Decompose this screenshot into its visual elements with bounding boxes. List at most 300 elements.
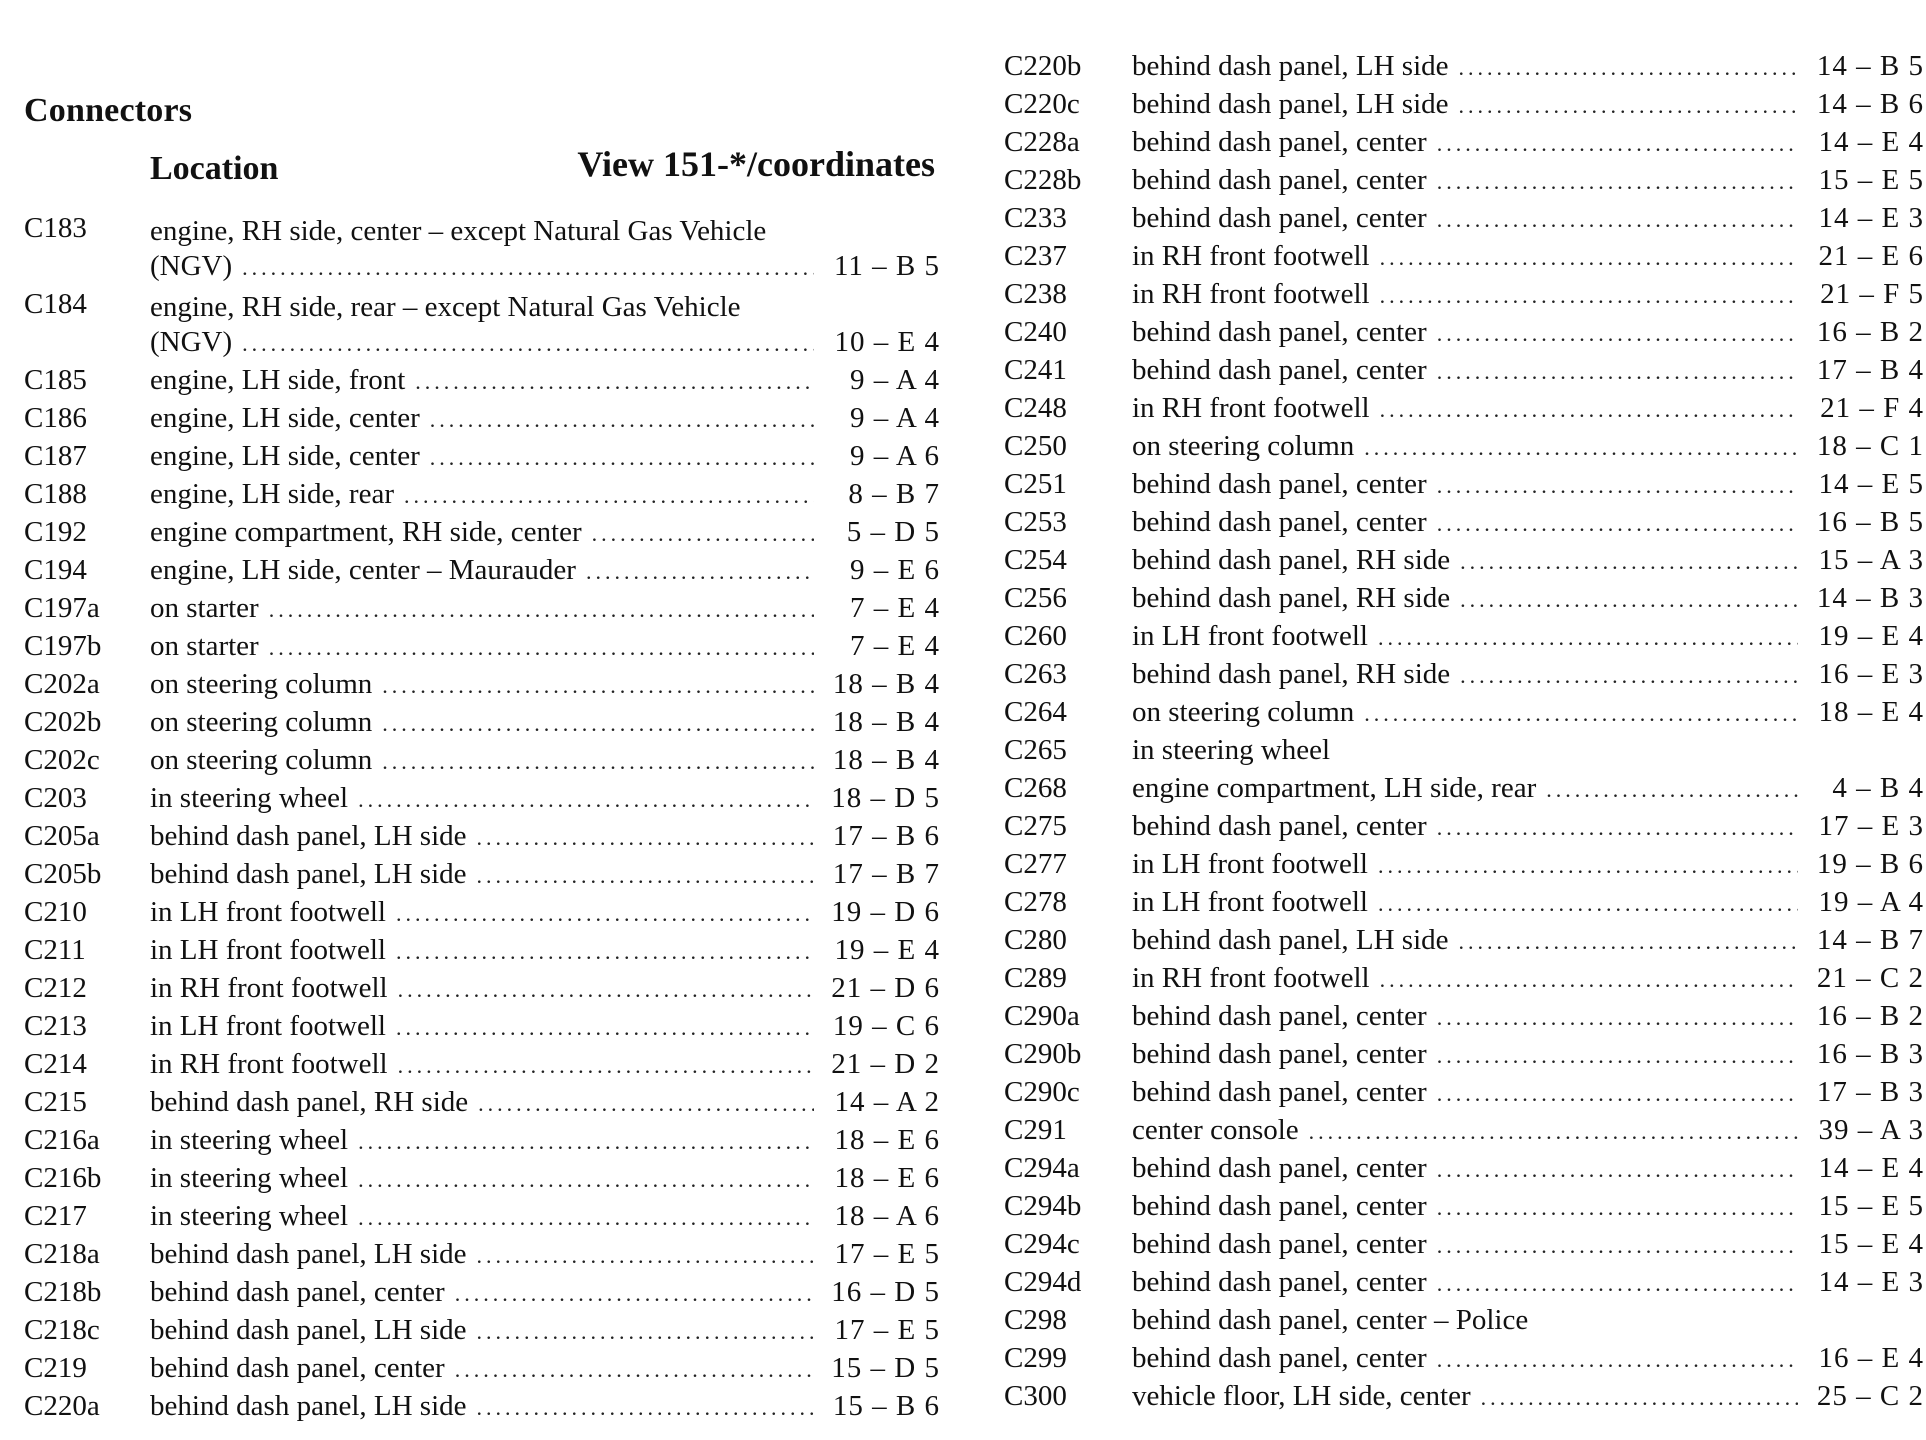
coordinates: 16 – B 2 [1816, 316, 1924, 348]
dot-leader [1378, 891, 1798, 917]
location-text: in steering wheel [150, 1124, 349, 1156]
connector-id: C216a [24, 1124, 100, 1156]
coordinates: 16 – E 4 [1818, 1342, 1924, 1374]
table-row [1004, 582, 1924, 620]
table-row [1004, 240, 1924, 278]
location-cell [150, 1048, 820, 1081]
location-cell [150, 782, 820, 815]
dot-leader [1378, 625, 1798, 651]
connector-id: C277 [1004, 848, 1067, 880]
table-row [1004, 468, 1924, 506]
location-text: behind dash panel, center [1132, 468, 1427, 500]
location-cell [1132, 430, 1804, 463]
location-cell [1132, 658, 1804, 691]
location-text: behind dash panel, center [1132, 1152, 1427, 1184]
table-row [1004, 1076, 1924, 1114]
table-row [1004, 734, 1924, 772]
coordinates: 17 – B 3 [1816, 1076, 1924, 1108]
dot-leader [1380, 397, 1798, 423]
coordinates: 18 – D 5 [831, 782, 940, 814]
coordinates: 16 – D 5 [831, 1276, 940, 1308]
coordinates: 18 – A 6 [834, 1200, 940, 1232]
coordinates: 18 – E 6 [834, 1162, 940, 1194]
connector-id: C220a [24, 1390, 100, 1422]
dot-leader [430, 445, 814, 471]
location-cell [150, 1124, 820, 1157]
connector-id: C220c [1004, 88, 1080, 120]
connector-id: C202a [24, 668, 100, 700]
location-cell [1132, 1000, 1804, 1033]
connector-id: C187 [24, 440, 87, 472]
location-text: on starter [150, 630, 259, 662]
location-line-2: (NGV) [150, 250, 233, 282]
connector-id: C251 [1004, 468, 1067, 500]
coordinates: 18 – E 6 [834, 1124, 940, 1156]
table-row [24, 668, 940, 706]
connector-id: C202c [24, 744, 100, 776]
connector-id: C194 [24, 554, 87, 586]
table-row [1004, 164, 1924, 202]
connector-id: C300 [1004, 1380, 1067, 1412]
dot-leader [358, 1129, 814, 1155]
coordinates: 17 – E 5 [834, 1314, 940, 1346]
location-cell [1132, 1190, 1804, 1223]
location-text: in LH front footwell [150, 896, 386, 928]
coordinates: 15 – B 6 [832, 1390, 940, 1422]
location-text: behind dash panel, center – Police [1132, 1304, 1529, 1336]
dot-leader [1380, 283, 1798, 309]
dot-leader [1437, 1081, 1798, 1107]
location-cell [150, 478, 820, 511]
connector-id: C294d [1004, 1266, 1082, 1298]
dot-leader [1437, 1157, 1798, 1183]
coordinates: 18 – B 4 [832, 744, 940, 776]
table-row [24, 1352, 940, 1390]
coordinates: 15 – E 5 [1818, 164, 1924, 196]
location-cell [1132, 126, 1804, 159]
location-text: in RH front footwell [1132, 962, 1370, 994]
location-text: center console [1132, 1114, 1299, 1146]
location-text: vehicle floor, LH side, center [1132, 1380, 1471, 1412]
coordinates: 14 – E 4 [1818, 1152, 1924, 1184]
table-row [1004, 924, 1924, 962]
table-row [1004, 544, 1924, 582]
connector-id: C260 [1004, 620, 1067, 652]
dot-leader [477, 825, 814, 851]
connector-id: C264 [1004, 696, 1067, 728]
location-cell [150, 1352, 820, 1385]
dot-leader [1437, 321, 1798, 347]
location-cell [1132, 1380, 1804, 1413]
connector-id: C218a [24, 1238, 100, 1270]
location-text: behind dash panel, center [1132, 354, 1427, 386]
connector-id: C192 [24, 516, 87, 548]
location-cell [150, 706, 820, 739]
location-cell [150, 1162, 820, 1195]
dot-leader [1380, 245, 1798, 271]
location-cell [1132, 1228, 1804, 1261]
dot-leader [269, 635, 814, 661]
coordinates: 14 – E 5 [1818, 468, 1924, 500]
location-cell [1132, 1114, 1804, 1147]
connector-id: C219 [24, 1352, 87, 1384]
location-text: behind dash panel, center [1132, 506, 1427, 538]
dot-leader [382, 711, 814, 737]
connector-id: C186 [24, 402, 87, 434]
location-cell [150, 402, 820, 435]
dot-leader [1437, 1271, 1798, 1297]
coordinates: 19 – B 6 [1816, 848, 1924, 880]
connector-id: C205a [24, 820, 100, 852]
table-row [1004, 1304, 1924, 1342]
connector-id: C280 [1004, 924, 1067, 956]
table-row [1004, 1190, 1924, 1228]
location-cell [1132, 202, 1804, 235]
location-cell [150, 934, 820, 967]
location-text: behind dash panel, LH side [1132, 88, 1449, 120]
table-row [24, 478, 940, 516]
table-row [24, 364, 940, 402]
dot-leader [477, 863, 814, 889]
dot-leader [242, 331, 814, 357]
coordinates: 19 – E 4 [834, 934, 940, 966]
location-text: behind dash panel, LH side [150, 1390, 467, 1422]
dot-leader [1437, 1347, 1798, 1373]
location-text: behind dash panel, center [1132, 1000, 1427, 1032]
coordinates: 15 – A 3 [1818, 544, 1924, 576]
table-row [24, 972, 940, 1010]
table-row [1004, 772, 1924, 810]
connector-id: C202b [24, 706, 102, 738]
coordinates: 14 – E 3 [1818, 1266, 1924, 1298]
location-cell [150, 1390, 820, 1423]
location-text: behind dash panel, center [1132, 1190, 1427, 1222]
location-line-1: engine, RH side, center – except Natural Gas Vehicle [150, 215, 767, 247]
table-row [1004, 620, 1924, 658]
table-row [24, 706, 940, 744]
dot-leader [415, 369, 814, 395]
location-cell [150, 668, 820, 701]
location-line-2-row [150, 326, 940, 364]
dot-leader [1546, 777, 1798, 803]
dot-leader [1437, 1233, 1798, 1259]
table-row [24, 1314, 940, 1352]
table-row [24, 1162, 940, 1200]
dot-leader [1437, 1005, 1798, 1031]
connector-id: C211 [24, 934, 86, 966]
table-row [24, 1276, 940, 1314]
table-row [24, 554, 940, 592]
location-cell [1132, 848, 1804, 881]
location-cell [150, 1086, 820, 1119]
connector-id: C197a [24, 592, 100, 624]
location-text: behind dash panel, center [1132, 810, 1427, 842]
location-text: in RH front footwell [1132, 278, 1370, 310]
dot-leader [1378, 853, 1798, 879]
location-cell [150, 1314, 820, 1347]
location-text: in RH front footwell [150, 972, 388, 1004]
connector-id: C213 [24, 1010, 87, 1042]
location-cell [1132, 1038, 1804, 1071]
dot-leader [1437, 1043, 1798, 1069]
location-cell [1132, 734, 1804, 767]
connector-id: C241 [1004, 354, 1067, 386]
dot-leader [1481, 1385, 1798, 1411]
dot-leader [592, 521, 814, 547]
coordinates: 18 – B 4 [832, 668, 940, 700]
location-text: on starter [150, 592, 259, 624]
location-text: behind dash panel, LH side [150, 1314, 467, 1346]
table-row [24, 1238, 940, 1276]
location-cell [150, 1200, 820, 1233]
left-connector-list [24, 212, 940, 1428]
table-row [24, 1200, 940, 1238]
connector-id: C299 [1004, 1342, 1067, 1374]
dot-leader [1437, 207, 1798, 233]
table-row [1004, 506, 1924, 544]
location-cell [150, 592, 820, 625]
table-row [24, 896, 940, 934]
location-cell [150, 896, 820, 929]
table-row [24, 592, 940, 630]
coordinates: 18 – E 4 [1818, 696, 1924, 728]
location-text: in steering wheel [1132, 734, 1331, 766]
location-cell [1132, 696, 1804, 729]
coordinates: 5 – D 5 [846, 516, 940, 548]
connector-id: C220b [1004, 50, 1082, 82]
table-row [1004, 1000, 1924, 1038]
dot-leader [382, 749, 814, 775]
location-text: behind dash panel, LH side [150, 820, 467, 852]
connector-id: C294c [1004, 1228, 1080, 1260]
connector-id: C289 [1004, 962, 1067, 994]
dot-leader [1364, 701, 1798, 727]
location-text: engine, LH side, center [150, 402, 420, 434]
location-text: on steering column [150, 706, 373, 738]
dot-leader [586, 559, 814, 585]
dot-leader [396, 1015, 814, 1041]
location-cell [1132, 506, 1804, 539]
connector-id: C256 [1004, 582, 1067, 614]
connector-id: C237 [1004, 240, 1067, 272]
coordinates: 17 – B 6 [832, 820, 940, 852]
dot-leader [1460, 549, 1798, 575]
dot-leader [1437, 169, 1798, 195]
dot-leader [398, 1053, 814, 1079]
coordinates: 18 – B 4 [832, 706, 940, 738]
location-cell [150, 630, 820, 663]
connector-id: C203 [24, 782, 87, 814]
location-cell [150, 1010, 820, 1043]
connector-id: C214 [24, 1048, 87, 1080]
coordinates: 21 – E 6 [1818, 240, 1924, 272]
location-text: behind dash panel, RH side [1132, 544, 1451, 576]
coordinates: 14 – E 3 [1818, 202, 1924, 234]
connector-id: C275 [1004, 810, 1067, 842]
location-cell [1132, 620, 1804, 653]
dot-leader [430, 407, 814, 433]
location-text: behind dash panel, LH side [150, 1238, 467, 1270]
location-cell [1132, 1266, 1804, 1299]
coordinates: 7 – E 4 [850, 592, 940, 624]
table-row [1004, 1114, 1924, 1152]
table-row [1004, 696, 1924, 734]
location-text: engine, LH side, center – Maurauder [150, 554, 576, 586]
location-cell [150, 440, 820, 473]
location-cell [1132, 886, 1804, 919]
location-text: behind dash panel, RH side [1132, 582, 1451, 614]
connector-id: C218b [24, 1276, 102, 1308]
page-title: Connectors [24, 92, 193, 129]
connector-id: C233 [1004, 202, 1067, 234]
table-row [1004, 810, 1924, 848]
dot-leader [396, 901, 814, 927]
coordinates: 9 – A 4 [850, 402, 940, 434]
table-row [24, 1048, 940, 1086]
coordinates: 39 – A 3 [1818, 1114, 1924, 1146]
coordinates: 17 – E 5 [834, 1238, 940, 1270]
location-cell [150, 972, 820, 1005]
location-text: behind dash panel, center [1132, 1342, 1427, 1374]
location-text: behind dash panel, center [1132, 1228, 1427, 1260]
location-cell [1132, 88, 1804, 121]
coordinates: 15 – D 5 [831, 1352, 940, 1384]
dot-leader [1459, 929, 1798, 955]
location-text: behind dash panel, center [1132, 202, 1427, 234]
connector-id: C210 [24, 896, 87, 928]
connector-id: C290c [1004, 1076, 1080, 1108]
table-row [1004, 1152, 1924, 1190]
table-row [1004, 126, 1924, 164]
table-row [1004, 88, 1924, 126]
connector-id: C298 [1004, 1304, 1067, 1336]
coordinates: 10 – E 4 [834, 326, 940, 358]
coordinates: 14 – B 5 [1816, 50, 1924, 82]
location-cell [150, 288, 940, 364]
coordinates: 17 – B 7 [832, 858, 940, 890]
location-text: behind dash panel, center [150, 1352, 445, 1384]
coordinates: 25 – C 2 [1816, 1380, 1924, 1412]
dot-leader [455, 1281, 814, 1307]
coordinates: 21 – C 2 [1816, 962, 1924, 994]
coordinates: 19 – C 6 [832, 1010, 940, 1042]
table-row [24, 630, 940, 668]
coordinates: 14 – A 2 [834, 1086, 940, 1118]
location-text: on steering column [1132, 430, 1355, 462]
dot-leader [477, 1395, 814, 1421]
connector-id: C240 [1004, 316, 1067, 348]
table-row [24, 1124, 940, 1162]
column-header-location: Location [150, 150, 279, 187]
table-row [24, 1010, 940, 1048]
dot-leader [1459, 93, 1798, 119]
location-cell [1132, 468, 1804, 501]
location-cell [1132, 240, 1804, 273]
location-cell [150, 858, 820, 891]
location-cell [150, 212, 940, 288]
connector-id: C188 [24, 478, 87, 510]
table-row [24, 858, 940, 896]
dot-leader [396, 939, 814, 965]
coordinates: 14 – E 4 [1818, 126, 1924, 158]
location-text: in RH front footwell [1132, 240, 1370, 272]
location-cell [1132, 50, 1804, 83]
coordinates: 9 – A 6 [850, 440, 940, 472]
table-row [24, 1086, 940, 1124]
connector-id: C291 [1004, 1114, 1067, 1146]
dot-leader [404, 483, 814, 509]
table-row [24, 934, 940, 972]
location-cell [1132, 810, 1804, 843]
column-header-view: View 151-*/coordinates [577, 144, 935, 184]
dot-leader [1437, 359, 1798, 385]
connector-id: C238 [1004, 278, 1067, 310]
table-row [1004, 962, 1924, 1000]
table-row [24, 744, 940, 782]
location-cell [1132, 1076, 1804, 1109]
dot-leader [1460, 663, 1798, 689]
connector-id: C185 [24, 364, 87, 396]
location-cell [1132, 1342, 1804, 1375]
location-text: behind dash panel, center [1132, 1038, 1427, 1070]
location-cell [150, 1238, 820, 1271]
coordinates: 17 – B 4 [1816, 354, 1924, 386]
location-cell [1132, 544, 1804, 577]
dot-leader [1437, 511, 1798, 537]
dot-leader [1437, 473, 1798, 499]
coordinates: 14 – B 7 [1816, 924, 1924, 956]
dot-leader [455, 1357, 814, 1383]
connector-id: C265 [1004, 734, 1067, 766]
coordinates: 16 – B 5 [1816, 506, 1924, 538]
location-cell [1132, 316, 1804, 349]
location-cell [1132, 772, 1804, 805]
table-row [24, 212, 940, 288]
dot-leader [398, 977, 814, 1003]
location-text: engine, LH side, rear [150, 478, 394, 510]
coordinates: 8 – B 7 [848, 478, 940, 510]
connector-id: C268 [1004, 772, 1067, 804]
coordinates: 14 – B 3 [1816, 582, 1924, 614]
coordinates: 21 – F 5 [1820, 278, 1924, 310]
location-text: behind dash panel, LH side [1132, 50, 1449, 82]
table-row [1004, 316, 1924, 354]
table-row [24, 1390, 940, 1428]
table-row [1004, 392, 1924, 430]
table-row [1004, 1228, 1924, 1266]
table-row [1004, 1266, 1924, 1304]
table-row [1004, 430, 1924, 468]
connector-id: C253 [1004, 506, 1067, 538]
coordinates: 14 – B 6 [1816, 88, 1924, 120]
dot-leader [358, 787, 814, 813]
location-cell [1132, 1152, 1804, 1185]
connector-id: C218c [24, 1314, 100, 1346]
table-row [1004, 848, 1924, 886]
coordinates: 15 – E 5 [1818, 1190, 1924, 1222]
table-row [1004, 354, 1924, 392]
location-cell [150, 744, 820, 777]
dot-leader [1437, 131, 1798, 157]
location-cell [150, 1276, 820, 1309]
table-row [24, 820, 940, 858]
connector-id: C278 [1004, 886, 1067, 918]
connector-id: C197b [24, 630, 102, 662]
location-text: in RH front footwell [150, 1048, 388, 1080]
coordinates: 21 – D 2 [831, 1048, 940, 1080]
table-row [24, 402, 940, 440]
location-cell [150, 516, 820, 549]
